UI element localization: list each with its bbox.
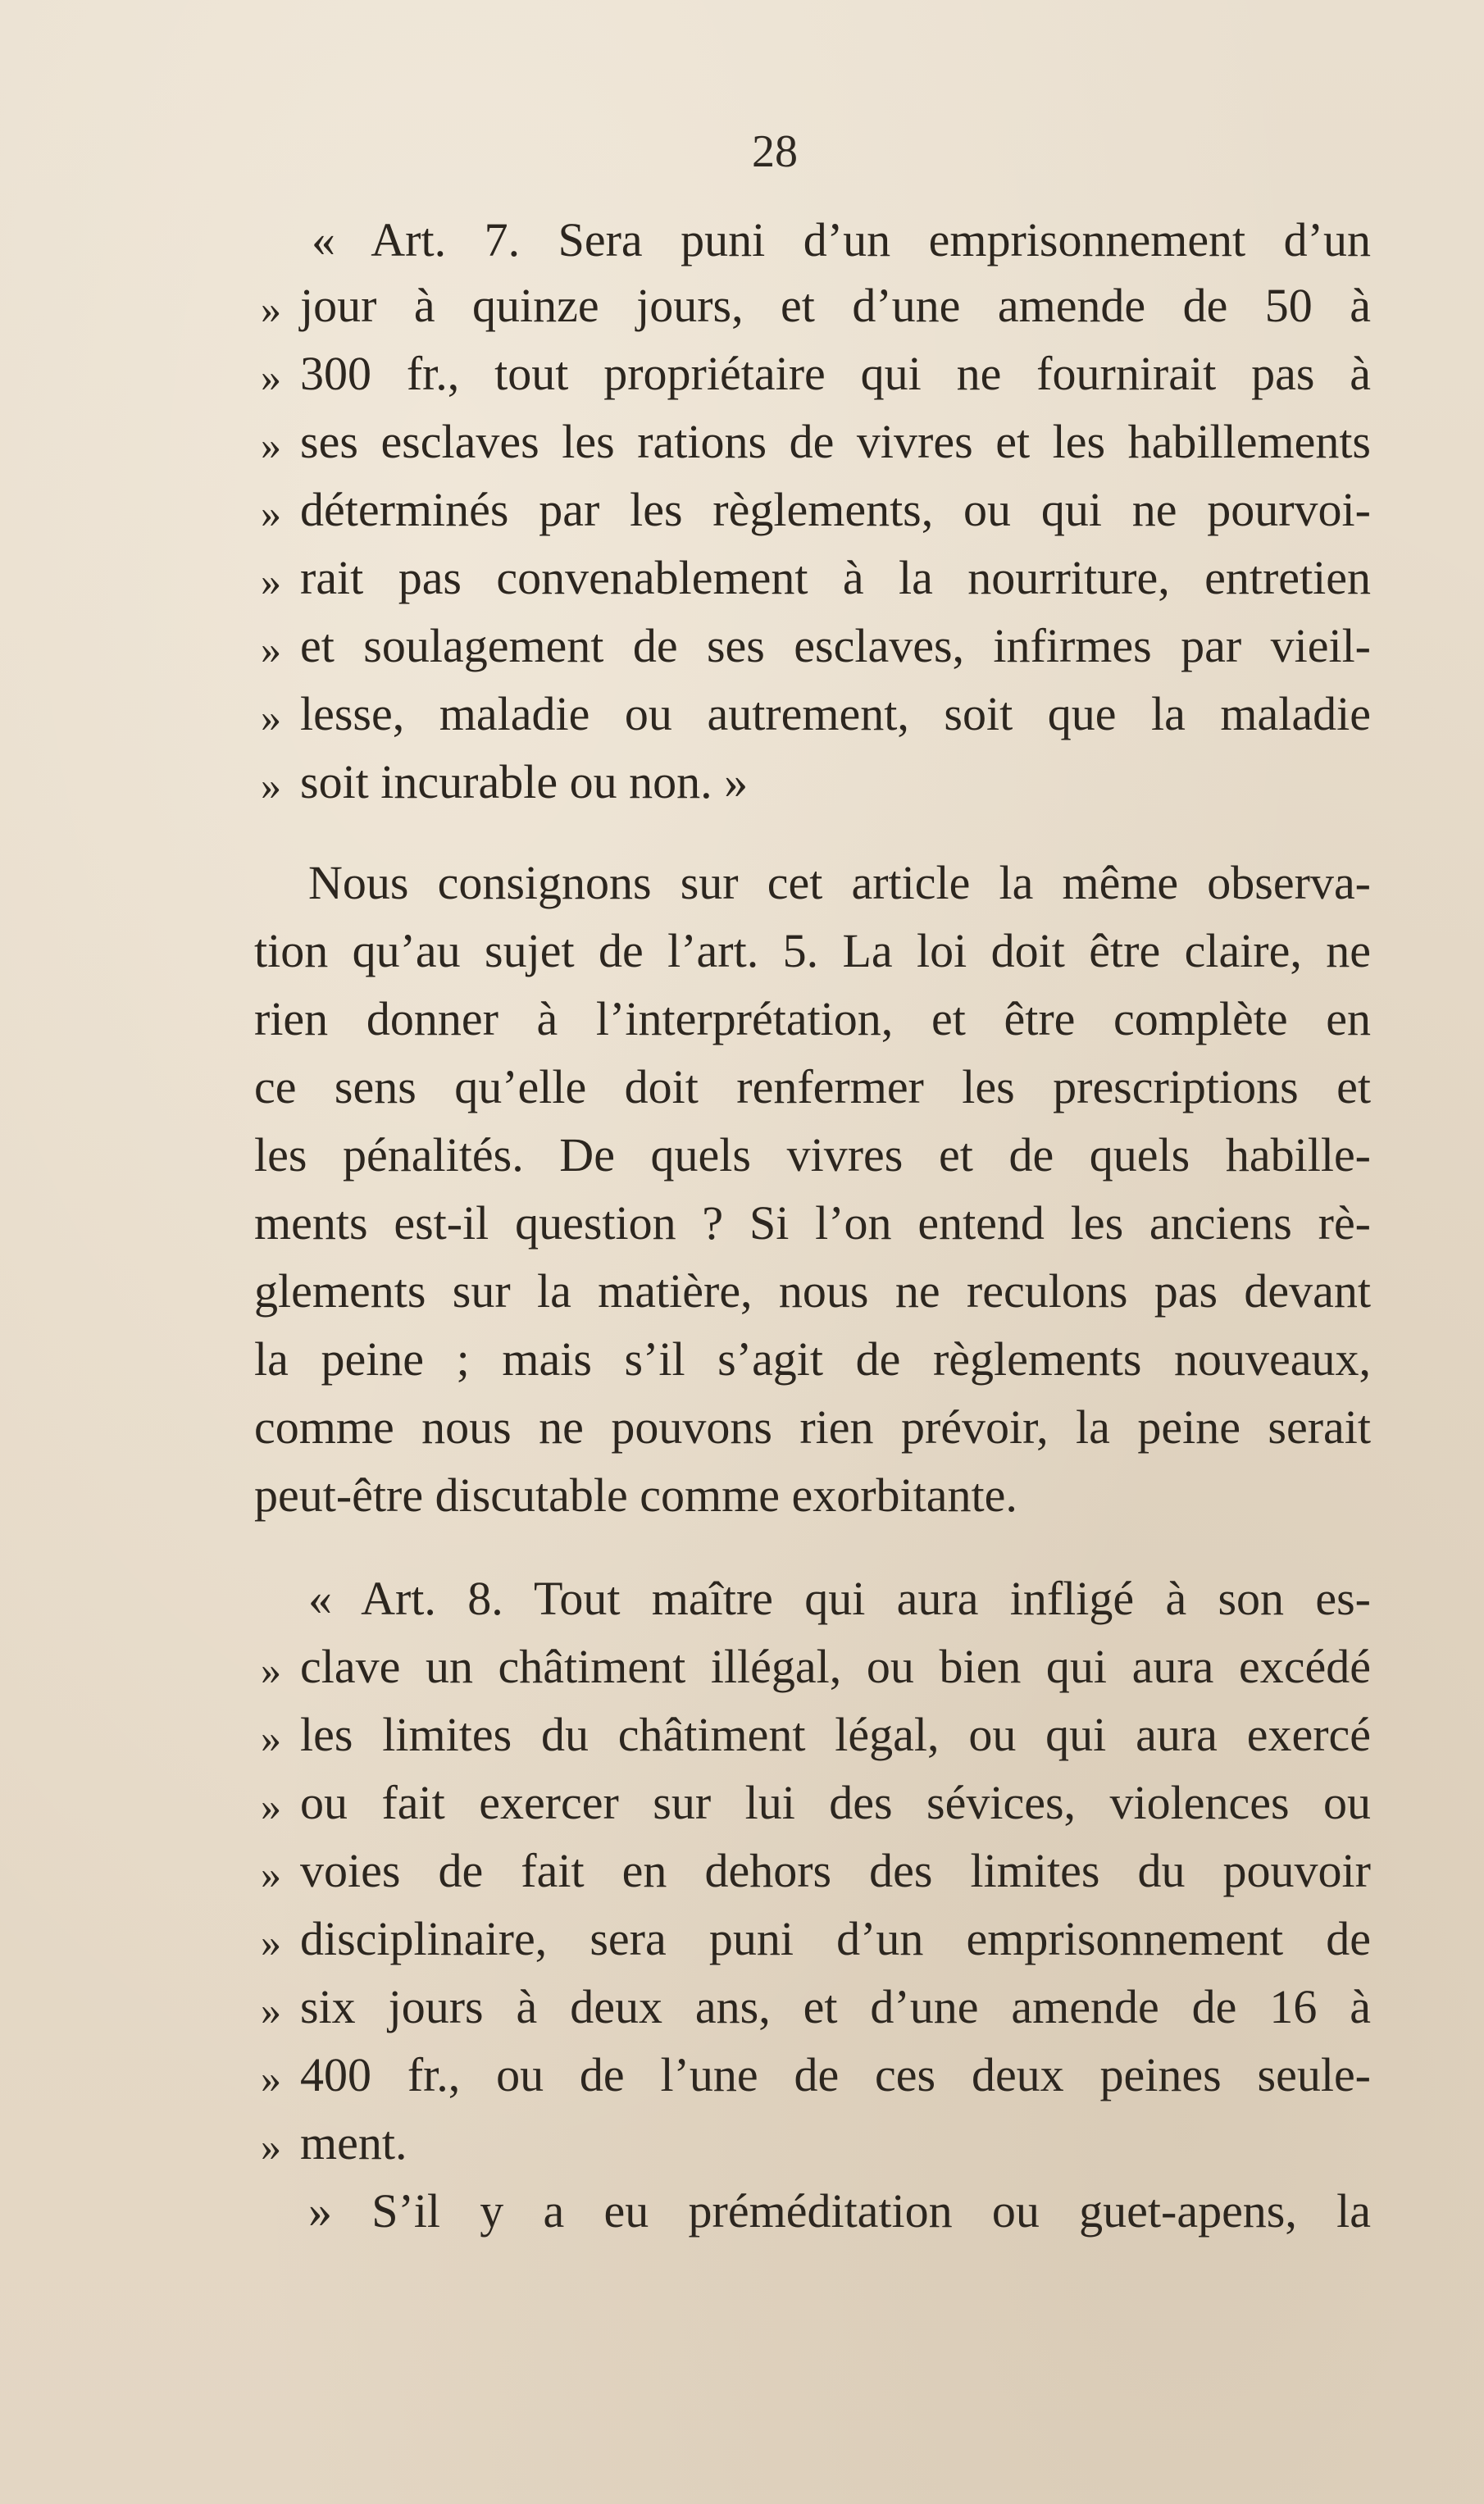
quote-marker: » bbox=[261, 1987, 281, 2033]
article-7-line-4: ses esclaves les rations de vivres et les habillements bbox=[300, 415, 1371, 468]
article-8-line-2: clave un châtiment illégal, ou bien qui aura excédé bbox=[300, 1640, 1371, 1693]
article-7-line-3: 300 fr., tout propriétaire qui ne fournirait pas à bbox=[300, 347, 1371, 400]
quote-marker: » bbox=[261, 1715, 281, 1761]
article-7-line-2: jour à quinze jours, et d’une amende de 50 à bbox=[300, 279, 1371, 332]
quote-marker: » bbox=[261, 1647, 281, 1693]
commentary-line-7: glements sur la matière, nous ne reculons pas devant bbox=[254, 1264, 1371, 1318]
article-7-line-8: lesse, maladie ou autrement, soit que la maladie bbox=[300, 687, 1371, 740]
article-7-line-5: déterminés par les règlements, ou qui ne pourvoi- bbox=[300, 483, 1371, 536]
commentary-line-10: peut-être discutable comme exorbitante. bbox=[254, 1468, 1017, 1522]
quote-marker: » bbox=[261, 490, 281, 536]
quote-marker: » bbox=[261, 694, 281, 740]
article-7-line-1: « Art. 7. Sera puni d’un emprisonnement d’un bbox=[312, 213, 1371, 266]
article-8-line-9: ment. bbox=[300, 2116, 407, 2169]
commentary-line-3: rien donner à l’interprétation, et être complète en bbox=[254, 992, 1371, 1045]
commentary-line-6: ments est-il question ? Si l’on entend les anciens rè- bbox=[254, 1196, 1371, 1250]
quote-marker: » bbox=[261, 1919, 281, 1965]
article-8-line-3: les limites du châtiment légal, ou qui aura exercé bbox=[300, 1708, 1371, 1761]
article-8-line-7: six jours à deux ans, et d’une amende de 16 à bbox=[300, 1980, 1371, 2033]
article-7-line-9: soit incurable ou non. » bbox=[300, 755, 749, 808]
quote-marker: » bbox=[261, 763, 281, 808]
quote-marker: » bbox=[261, 1851, 281, 1897]
quote-marker: » bbox=[261, 558, 281, 604]
quote-marker: » bbox=[261, 286, 281, 332]
quote-marker: » bbox=[261, 1783, 281, 1829]
commentary-line-1: Nous consignons sur cet article la même observa- bbox=[308, 856, 1371, 909]
article-8-line-5: voies de fait en dehors des limites du pouvoir bbox=[300, 1844, 1371, 1897]
article-7-line-7: et soulagement de ses esclaves, infirmes par vieil- bbox=[300, 619, 1371, 672]
article-8-line-10: » S’il y a eu préméditation ou guet-apens, la bbox=[308, 2184, 1371, 2238]
quote-marker: » bbox=[261, 2056, 281, 2101]
commentary-line-4: ce sens qu’elle doit renfermer les prescriptions et bbox=[254, 1060, 1371, 1113]
quote-marker: » bbox=[261, 626, 281, 672]
quote-marker: » bbox=[261, 354, 281, 400]
quote-marker: » bbox=[261, 422, 281, 468]
article-8-line-8: 400 fr., ou de l’une de ces deux peines seule- bbox=[300, 2048, 1371, 2101]
commentary-line-2: tion qu’au sujet de l’art. 5. La loi doit être claire, ne bbox=[254, 924, 1371, 977]
article-8-line-1: « Art. 8. Tout maître qui aura infligé à son es- bbox=[308, 1572, 1371, 1625]
commentary-line-5: les pénalités. De quels vivres et de quels habille- bbox=[254, 1128, 1371, 1181]
article-8-line-6: disciplinaire, sera puni d’un emprisonnement de bbox=[300, 1912, 1371, 1965]
page-number: 28 bbox=[752, 126, 798, 177]
article-7-line-6: rait pas convenablement à la nourriture, entretien bbox=[300, 551, 1371, 604]
commentary-line-8: la peine ; mais s’il s’agit de règlements nouveaux, bbox=[254, 1332, 1371, 1386]
quote-marker: » bbox=[261, 2124, 281, 2169]
article-8-line-4: ou fait exercer sur lui des sévices, violences ou bbox=[300, 1776, 1371, 1829]
commentary-line-9: comme nous ne pouvons rien prévoir, la peine serait bbox=[254, 1400, 1371, 1454]
